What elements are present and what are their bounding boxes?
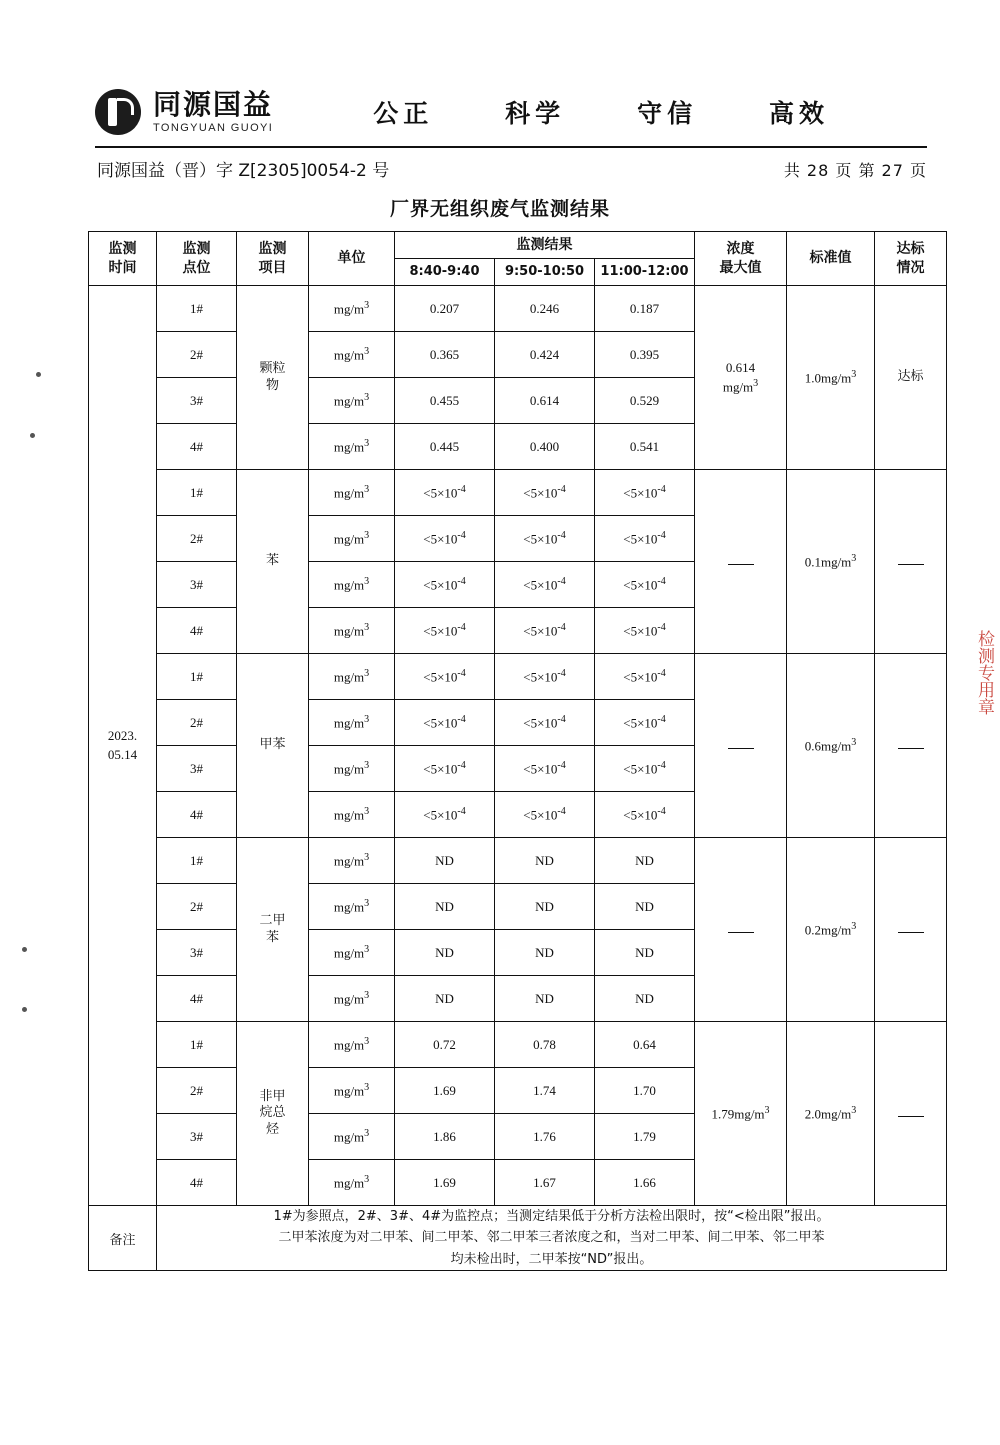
seal-stamp: 检测专用章 <box>974 630 994 715</box>
cell-point: 3# <box>157 378 237 424</box>
cell-point: 1# <box>157 470 237 516</box>
cell-point: 3# <box>157 746 237 792</box>
margin-dot <box>22 947 27 952</box>
cell-value-t1: $<5\times 10^{-4}$ <box>395 470 495 516</box>
cell-value-t3: 0.187 <box>595 286 695 332</box>
cell-standard-value: $1.0mg/m^3$ <box>787 286 875 470</box>
cell-unit: $mg/m^3$ <box>309 424 395 470</box>
cell-item-particulate: 颗粒 物 <box>237 286 309 470</box>
company-logo-icon <box>95 89 141 135</box>
cell-max-value <box>695 838 787 1022</box>
cell-item-xylene: 二甲 苯 <box>237 838 309 1022</box>
cell-value-t2: $<5\times 10^{-4}$ <box>495 654 595 700</box>
cell-value-t2: 1.74 <box>495 1068 595 1114</box>
cell-unit: $mg/m^3$ <box>309 1114 395 1160</box>
th-time-slot-3: 11:00-12:00 <box>595 259 695 286</box>
th-monitor-item: 监测 项目 <box>237 232 309 286</box>
cell-value-t2: $<5\times 10^{-4}$ <box>495 470 595 516</box>
cell-max-value: $1.79mg/m^3$ <box>695 1022 787 1206</box>
cell-value-t2: 1.76 <box>495 1114 595 1160</box>
table-remark-row <box>89 1206 947 1271</box>
table-header-row-1 <box>89 232 947 259</box>
table-row <box>89 1022 947 1068</box>
cell-value-t2: 0.614 <box>495 378 595 424</box>
company-name-en: TONGYUAN GUOYI <box>153 121 274 134</box>
cell-value-t1: 1.69 <box>395 1160 495 1206</box>
cell-item-toluene: 甲苯 <box>237 654 309 838</box>
cell-value-t2: ND <box>495 838 595 884</box>
cell-value-t2: 0.78 <box>495 1022 595 1068</box>
cell-value-t2: 0.400 <box>495 424 595 470</box>
cell-max-value <box>695 654 787 838</box>
cell-unit: $mg/m^3$ <box>309 378 395 424</box>
cell-value-t2: ND <box>495 930 595 976</box>
cell-unit: $mg/m^3$ <box>309 608 395 654</box>
th-results-group: 监测结果 <box>395 232 695 259</box>
remark-label: 备注 <box>89 1206 157 1271</box>
cell-standard-value: $0.6mg/m^3$ <box>787 654 875 838</box>
table-row <box>89 470 947 516</box>
cell-value-t2: $<5\times 10^{-4}$ <box>495 516 595 562</box>
cell-compliance <box>875 470 947 654</box>
cell-value-t3: ND <box>595 930 695 976</box>
cell-unit: $mg/m^3$ <box>309 470 395 516</box>
cell-value-t3: 0.64 <box>595 1022 695 1068</box>
cell-point: 1# <box>157 838 237 884</box>
cell-standard-value: $0.1mg/m^3$ <box>787 470 875 654</box>
cell-point: 4# <box>157 976 237 1022</box>
cell-value-t3: $<5\times 10^{-4}$ <box>595 700 695 746</box>
page-number: 共 28 页 第 27 页 <box>783 161 927 180</box>
table-row <box>89 286 947 332</box>
page-title: 厂界无组织废气监测结果 <box>389 198 610 220</box>
cell-unit: $mg/m^3$ <box>309 838 395 884</box>
cell-standard-value: $0.2mg/m^3$ <box>787 838 875 1022</box>
cell-value-t3: 1.79 <box>595 1114 695 1160</box>
cell-unit: $mg/m^3$ <box>309 562 395 608</box>
cell-point: 2# <box>157 700 237 746</box>
cell-compliance <box>875 1022 947 1206</box>
cell-compliance <box>875 654 947 838</box>
cell-value-t1: ND <box>395 976 495 1022</box>
cell-value-t3: 1.66 <box>595 1160 695 1206</box>
cell-value-t1: 0.445 <box>395 424 495 470</box>
cell-value-t1: $<5\times 10^{-4}$ <box>395 792 495 838</box>
cell-standard-value: $2.0mg/m^3$ <box>787 1022 875 1206</box>
remark-line-2: 二甲苯浓度为对二甲苯、间二甲苯、邻二甲苯三者浓度之和，当对二甲苯、间二甲苯、邻二甲苯 <box>278 1230 825 1246</box>
cell-point: 2# <box>157 1068 237 1114</box>
cell-value-t3: 0.541 <box>595 424 695 470</box>
cell-point: 2# <box>157 332 237 378</box>
cell-unit: $mg/m^3$ <box>309 1160 395 1206</box>
cell-value-t1: ND <box>395 884 495 930</box>
cell-point: 4# <box>157 608 237 654</box>
slogan-word-4: 高效 <box>769 99 830 128</box>
cell-value-t2: $<5\times 10^{-4}$ <box>495 746 595 792</box>
monitoring-results-table <box>88 231 947 1271</box>
cell-point: 3# <box>157 1114 237 1160</box>
cell-unit: $mg/m^3$ <box>309 332 395 378</box>
cell-value-t3: $<5\times 10^{-4}$ <box>595 516 695 562</box>
cell-value-t1: 0.207 <box>395 286 495 332</box>
slogan-group <box>319 94 925 130</box>
cell-value-t2: 0.246 <box>495 286 595 332</box>
cell-unit: $mg/m^3$ <box>309 286 395 332</box>
cell-unit: $mg/m^3$ <box>309 1022 395 1068</box>
th-monitor-time: 监测 时间 <box>89 232 157 286</box>
cell-value-t3: $<5\times 10^{-4}$ <box>595 470 695 516</box>
cell-value-t1: 1.69 <box>395 1068 495 1114</box>
margin-dot <box>22 1007 27 1012</box>
cell-value-t1: 1.86 <box>395 1114 495 1160</box>
th-compliance: 达标 情况 <box>875 232 947 286</box>
report-header <box>95 82 925 142</box>
th-max-concentration: 浓度 最大值 <box>695 232 787 286</box>
cell-value-t2: $<5\times 10^{-4}$ <box>495 608 595 654</box>
document-id-line <box>97 156 927 181</box>
cell-point: 4# <box>157 1160 237 1206</box>
margin-dot <box>36 372 41 377</box>
cell-point: 3# <box>157 930 237 976</box>
company-name-cn: 同源国益 <box>153 88 274 122</box>
slogan-word-1: 公正 <box>373 99 434 128</box>
cell-value-t1: 0.72 <box>395 1022 495 1068</box>
cell-value-t3: 0.529 <box>595 378 695 424</box>
report-number: 同源国益（晋）字 Z[2305]0054-2 号 <box>97 161 390 181</box>
header-divider <box>95 146 927 148</box>
th-time-slot-2: 9:50-10:50 <box>495 259 595 286</box>
cell-value-t2: $<5\times 10^{-4}$ <box>495 700 595 746</box>
th-time-slot-1: 8:40-9:40 <box>395 259 495 286</box>
cell-unit: $mg/m^3$ <box>309 930 395 976</box>
company-logo-text <box>153 90 273 133</box>
cell-max-value: 0.614 $mg/m^3$ <box>695 286 787 470</box>
cell-point: 1# <box>157 1022 237 1068</box>
cell-value-t3: $<5\times 10^{-4}$ <box>595 792 695 838</box>
cell-value-t1: 0.365 <box>395 332 495 378</box>
th-monitor-point: 监测 点位 <box>157 232 237 286</box>
cell-value-t3: 0.395 <box>595 332 695 378</box>
cell-value-t3: $<5\times 10^{-4}$ <box>595 562 695 608</box>
cell-value-t2: $<5\times 10^{-4}$ <box>495 792 595 838</box>
cell-compliance <box>875 838 947 1022</box>
margin-dot <box>30 433 35 438</box>
cell-value-t2: 0.424 <box>495 332 595 378</box>
th-unit: 单位 <box>309 232 395 286</box>
cell-point: 1# <box>157 654 237 700</box>
slogan-word-2: 科学 <box>505 99 566 128</box>
table-row <box>89 654 947 700</box>
cell-unit: $mg/m^3$ <box>309 654 395 700</box>
th-standard-value: 标准值 <box>787 232 875 286</box>
cell-value-t1: $<5\times 10^{-4}$ <box>395 608 495 654</box>
cell-unit: $mg/m^3$ <box>309 976 395 1022</box>
cell-compliance: 达标 <box>875 286 947 470</box>
cell-value-t3: ND <box>595 884 695 930</box>
cell-unit: $mg/m^3$ <box>309 792 395 838</box>
cell-value-t3: $<5\times 10^{-4}$ <box>595 654 695 700</box>
cell-value-t3: $<5\times 10^{-4}$ <box>595 608 695 654</box>
cell-point: 2# <box>157 516 237 562</box>
cell-value-t2: ND <box>495 884 595 930</box>
cell-value-t3: $<5\times 10^{-4}$ <box>595 746 695 792</box>
cell-value-t3: ND <box>595 838 695 884</box>
cell-value-t2: $<5\times 10^{-4}$ <box>495 562 595 608</box>
cell-value-t1: $<5\times 10^{-4}$ <box>395 562 495 608</box>
cell-value-t2: ND <box>495 976 595 1022</box>
monitoring-results-table-wrap <box>88 231 928 1271</box>
cell-unit: $mg/m^3$ <box>309 1068 395 1114</box>
cell-item-nmhc: 非甲 烷总 烃 <box>237 1022 309 1206</box>
cell-unit: $mg/m^3$ <box>309 746 395 792</box>
cell-value-t1: 0.455 <box>395 378 495 424</box>
cell-value-t1: ND <box>395 930 495 976</box>
cell-unit: $mg/m^3$ <box>309 700 395 746</box>
cell-item-benzene: 苯 <box>237 470 309 654</box>
cell-unit: $mg/m^3$ <box>309 516 395 562</box>
cell-value-t1: $<5\times 10^{-4}$ <box>395 746 495 792</box>
cell-point: 4# <box>157 792 237 838</box>
remark-line-3: 均未检出时，二甲苯按“ND”报出。 <box>450 1251 653 1267</box>
cell-value-t3: 1.70 <box>595 1068 695 1114</box>
cell-value-t2: 1.67 <box>495 1160 595 1206</box>
cell-point: 3# <box>157 562 237 608</box>
cell-value-t1: $<5\times 10^{-4}$ <box>395 654 495 700</box>
cell-point: 2# <box>157 884 237 930</box>
table-row <box>89 838 947 884</box>
cell-max-value <box>695 470 787 654</box>
remark-body <box>157 1206 947 1271</box>
cell-value-t1: $<5\times 10^{-4}$ <box>395 700 495 746</box>
cell-value-t1: $<5\times 10^{-4}$ <box>395 516 495 562</box>
slogan-word-3: 守信 <box>637 99 698 128</box>
cell-value-t3: ND <box>595 976 695 1022</box>
cell-point: 1# <box>157 286 237 332</box>
cell-point: 4# <box>157 424 237 470</box>
cell-unit: $mg/m^3$ <box>309 884 395 930</box>
cell-value-t1: ND <box>395 838 495 884</box>
remark-line-1: 1#为参照点，2#、3#、4#为监控点；当测定结果低于分析方法检出限时，按“<检出限”报出。 <box>273 1209 830 1224</box>
cell-monitor-date: 2023. 05.14 <box>89 286 157 1206</box>
